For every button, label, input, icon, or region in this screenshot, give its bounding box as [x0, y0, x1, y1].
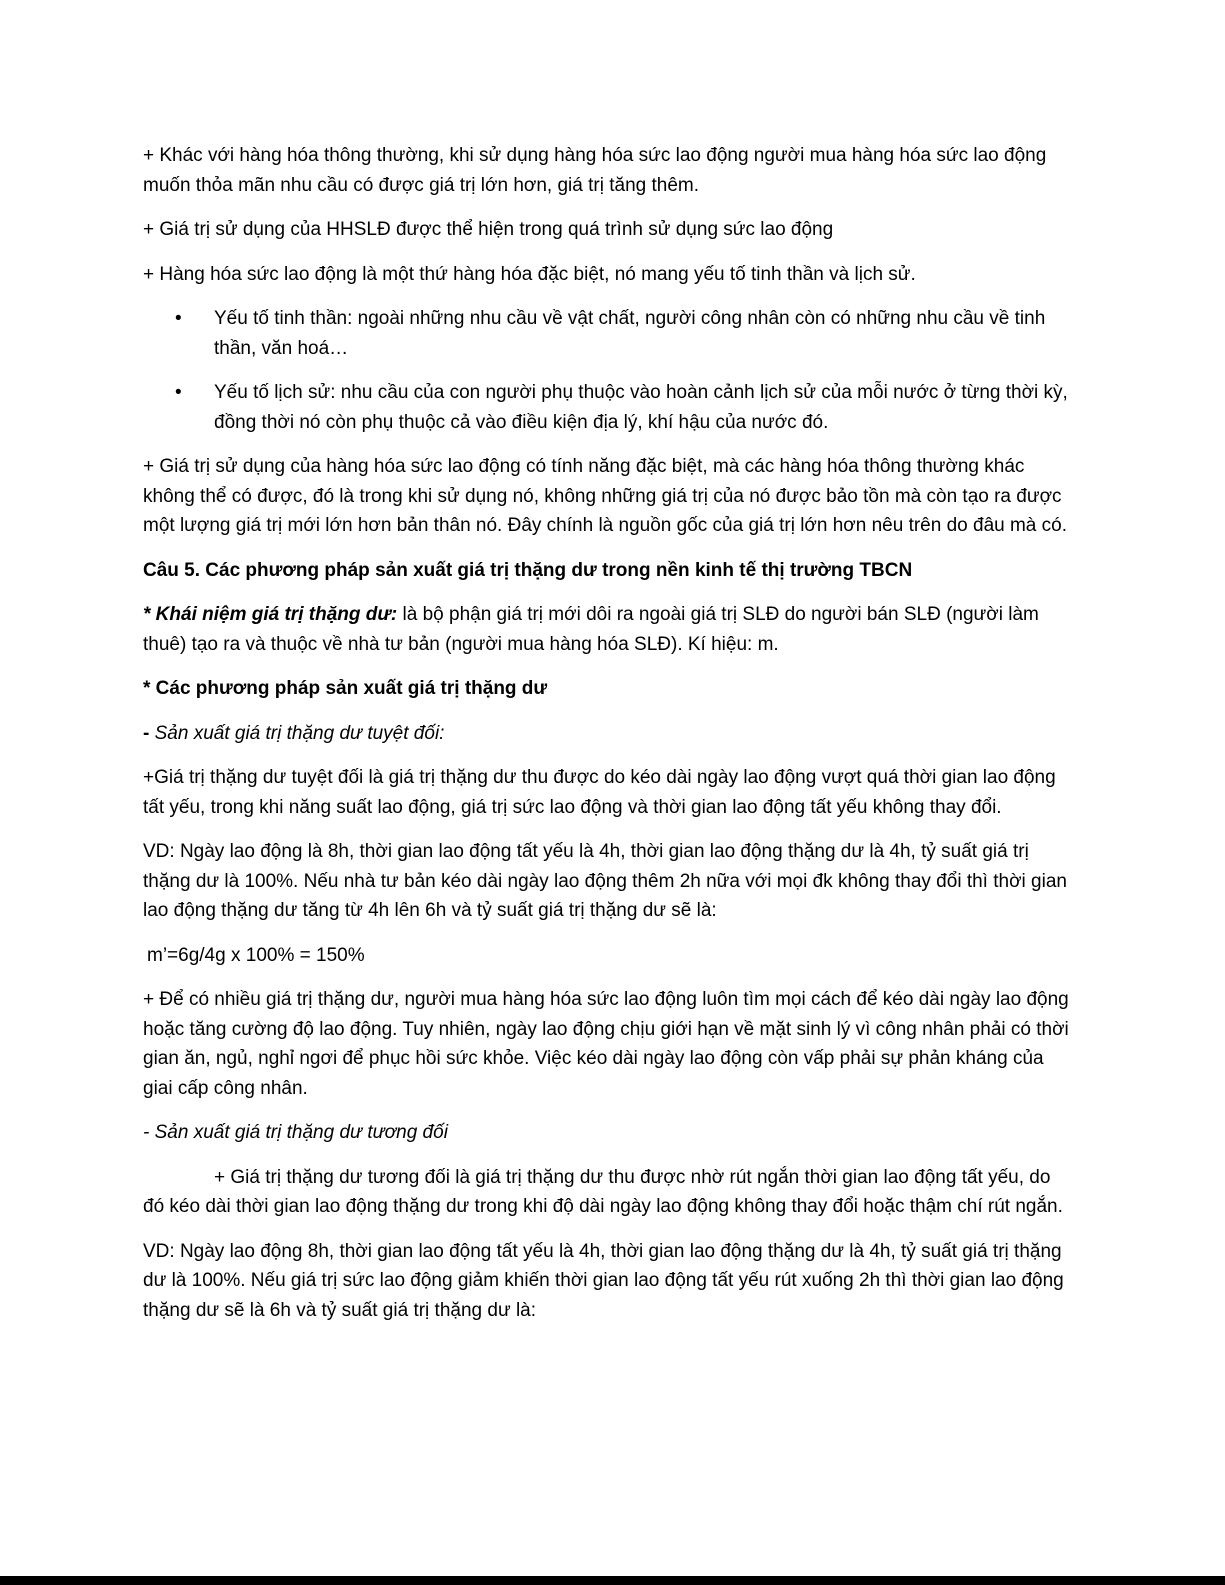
- section-heading-text: Câu 5. Các phương pháp sản xuất giá trị thặng dư trong nền kinh tế thị trường TBCN: [143, 559, 913, 581]
- bullet-historical-factor: [143, 378, 1073, 437]
- relative-surplus-title: [143, 1118, 1073, 1148]
- concept-label: * Khái niệm giá trị thặng dư:: [143, 604, 398, 625]
- paragraph-surplus-concept: [143, 600, 1073, 659]
- document-body: [143, 141, 1073, 1340]
- absolute-dash: -: [143, 722, 150, 744]
- factor-bullet-list: [143, 304, 1073, 437]
- paragraph-absolute-example: VD: Ngày lao động là 8h, thời gian lao động tất yếu là 4h, thời gian lao động thặng dư là 4h, tỷ suất giá trị thặng dư là 100%. Nếu nhà tư bản kéo dài ngày lao động thêm 2h nữa với mọi đk không thay đổi thì thời gian lao động thặng dư tăng từ 4h lên 6h và tỷ suất giá trị thặng dư sẽ là:: [143, 841, 1067, 921]
- paragraph-relative-definition: + Giá trị thặng dư tương đối là giá trị thặng dư thu được nhờ rút ngắn thời gian lao động tất yếu, do đó kéo dài thời gian lao động thặng dư trong khi độ dài ngày lao động không thay đổi hoặc thậm chí rút ngắn.: [143, 1166, 1063, 1217]
- absolute-title-text: Sản xuất giá trị thặng dư tuyệt đối:: [149, 722, 445, 744]
- paragraph-special-commodity: + Hàng hóa sức lao động là một thứ hàng hóa đặc biệt, nó mang yếu tố tinh thần và lịch sử.: [143, 263, 916, 285]
- bullet-text: Yếu tố tinh thần: ngoài những nhu cầu về vật chất, người công nhân còn có những nhu cầu về tinh thần, văn hoá…: [214, 308, 1046, 359]
- paragraph-absolute-definition: +Giá trị thặng dư tuyệt đối là giá trị thặng dư thu được do kéo dài ngày lao động vượt quá thời gian lao động tất yếu, trong khi năng suất lao động, giá trị sức lao động và thời gian lao động tất yếu không thay đổi.: [143, 767, 1056, 818]
- bullet-spiritual-factor: [143, 304, 1073, 363]
- paragraph-absolute-limit: + Để có nhiều giá trị thặng dư, người mua hàng hóa sức lao động luôn tìm mọi cách để kéo dài ngày lao động hoặc tăng cường độ lao động. Tuy nhiên, ngày lao động chịu giới hạn về mặt sinh lý vì công nhân phải có thời gian ăn, ngủ, nghỉ ngơi để phục hồi sức khỏe. Việc kéo dài ngày lao động còn vấp phải sự phản kháng của giai cấp công nhân.: [143, 989, 1069, 1099]
- relative-title-text: - Sản xuất giá trị thặng dư tương đối: [143, 1122, 448, 1143]
- absolute-surplus-title: [143, 719, 1073, 749]
- section-heading: [143, 556, 1073, 586]
- paragraph-use-value: + Giá trị sử dụng của HHSLĐ được thể hiện trong quá trình sử dụng sức lao động: [143, 219, 834, 240]
- page-bottom-border: [0, 1576, 1225, 1585]
- methods-heading: [143, 674, 1073, 704]
- paragraph-commodity-difference: + Khác với hàng hóa thông thường, khi sử dụng hàng hóa sức lao động người mua hàng hóa sức lao động muốn thỏa mãn nhu cầu có được giá trị lớn hơn, giá trị tăng thêm.: [143, 145, 1047, 196]
- surplus-rate-formula: m’=6g/4g x 100% = 150%: [147, 944, 365, 966]
- bullet-icon: •: [175, 382, 182, 403]
- paragraph-special-use-value: + Giá trị sử dụng của hàng hóa sức lao động có tính năng đặc biệt, mà các hàng hóa thông thường khác không thể có được, đó là trong khi sử dụng nó, không những giá trị của nó được bảo tồn mà còn tạo ra được một lượng giá trị mới lớn hơn bản thân nó. Đây chính là nguồn gốc của giá trị lớn hơn nêu trên do đâu mà có.: [143, 456, 1067, 536]
- bullet-icon: •: [175, 308, 182, 329]
- methods-heading-text: * Các phương pháp sản xuất giá trị thặng dư: [143, 678, 548, 699]
- concept-text: là bộ phận giá trị mới dôi ra ngoài giá trị SLĐ do người bán SLĐ (người làm thuê) tạo ra và thuộc về nhà tư bản (người mua hàng hóa SLĐ). Kí hiệu: m.: [143, 604, 1039, 655]
- paragraph-relative-example: VD: Ngày lao động 8h, thời gian lao động tất yếu là 4h, thời gian lao động thặng dư là 4h, tỷ suất giá trị thặng dư là 100%. Nếu giá trị sức lao động giảm khiến thời gian lao động tất yếu rút xuống 2h thì thời gian lao động thặng dư sẽ là 6h và tỷ suất giá trị thặng dư là:: [143, 1240, 1064, 1321]
- bullet-text: Yếu tố lịch sử: nhu cầu của con người phụ thuộc vào hoàn cảnh lịch sử của mỗi nước ở từng thời kỳ, đồng thời nó còn phụ thuộc cả vào điều kiện địa lý, khí hậu của nước đó.: [214, 382, 1068, 433]
